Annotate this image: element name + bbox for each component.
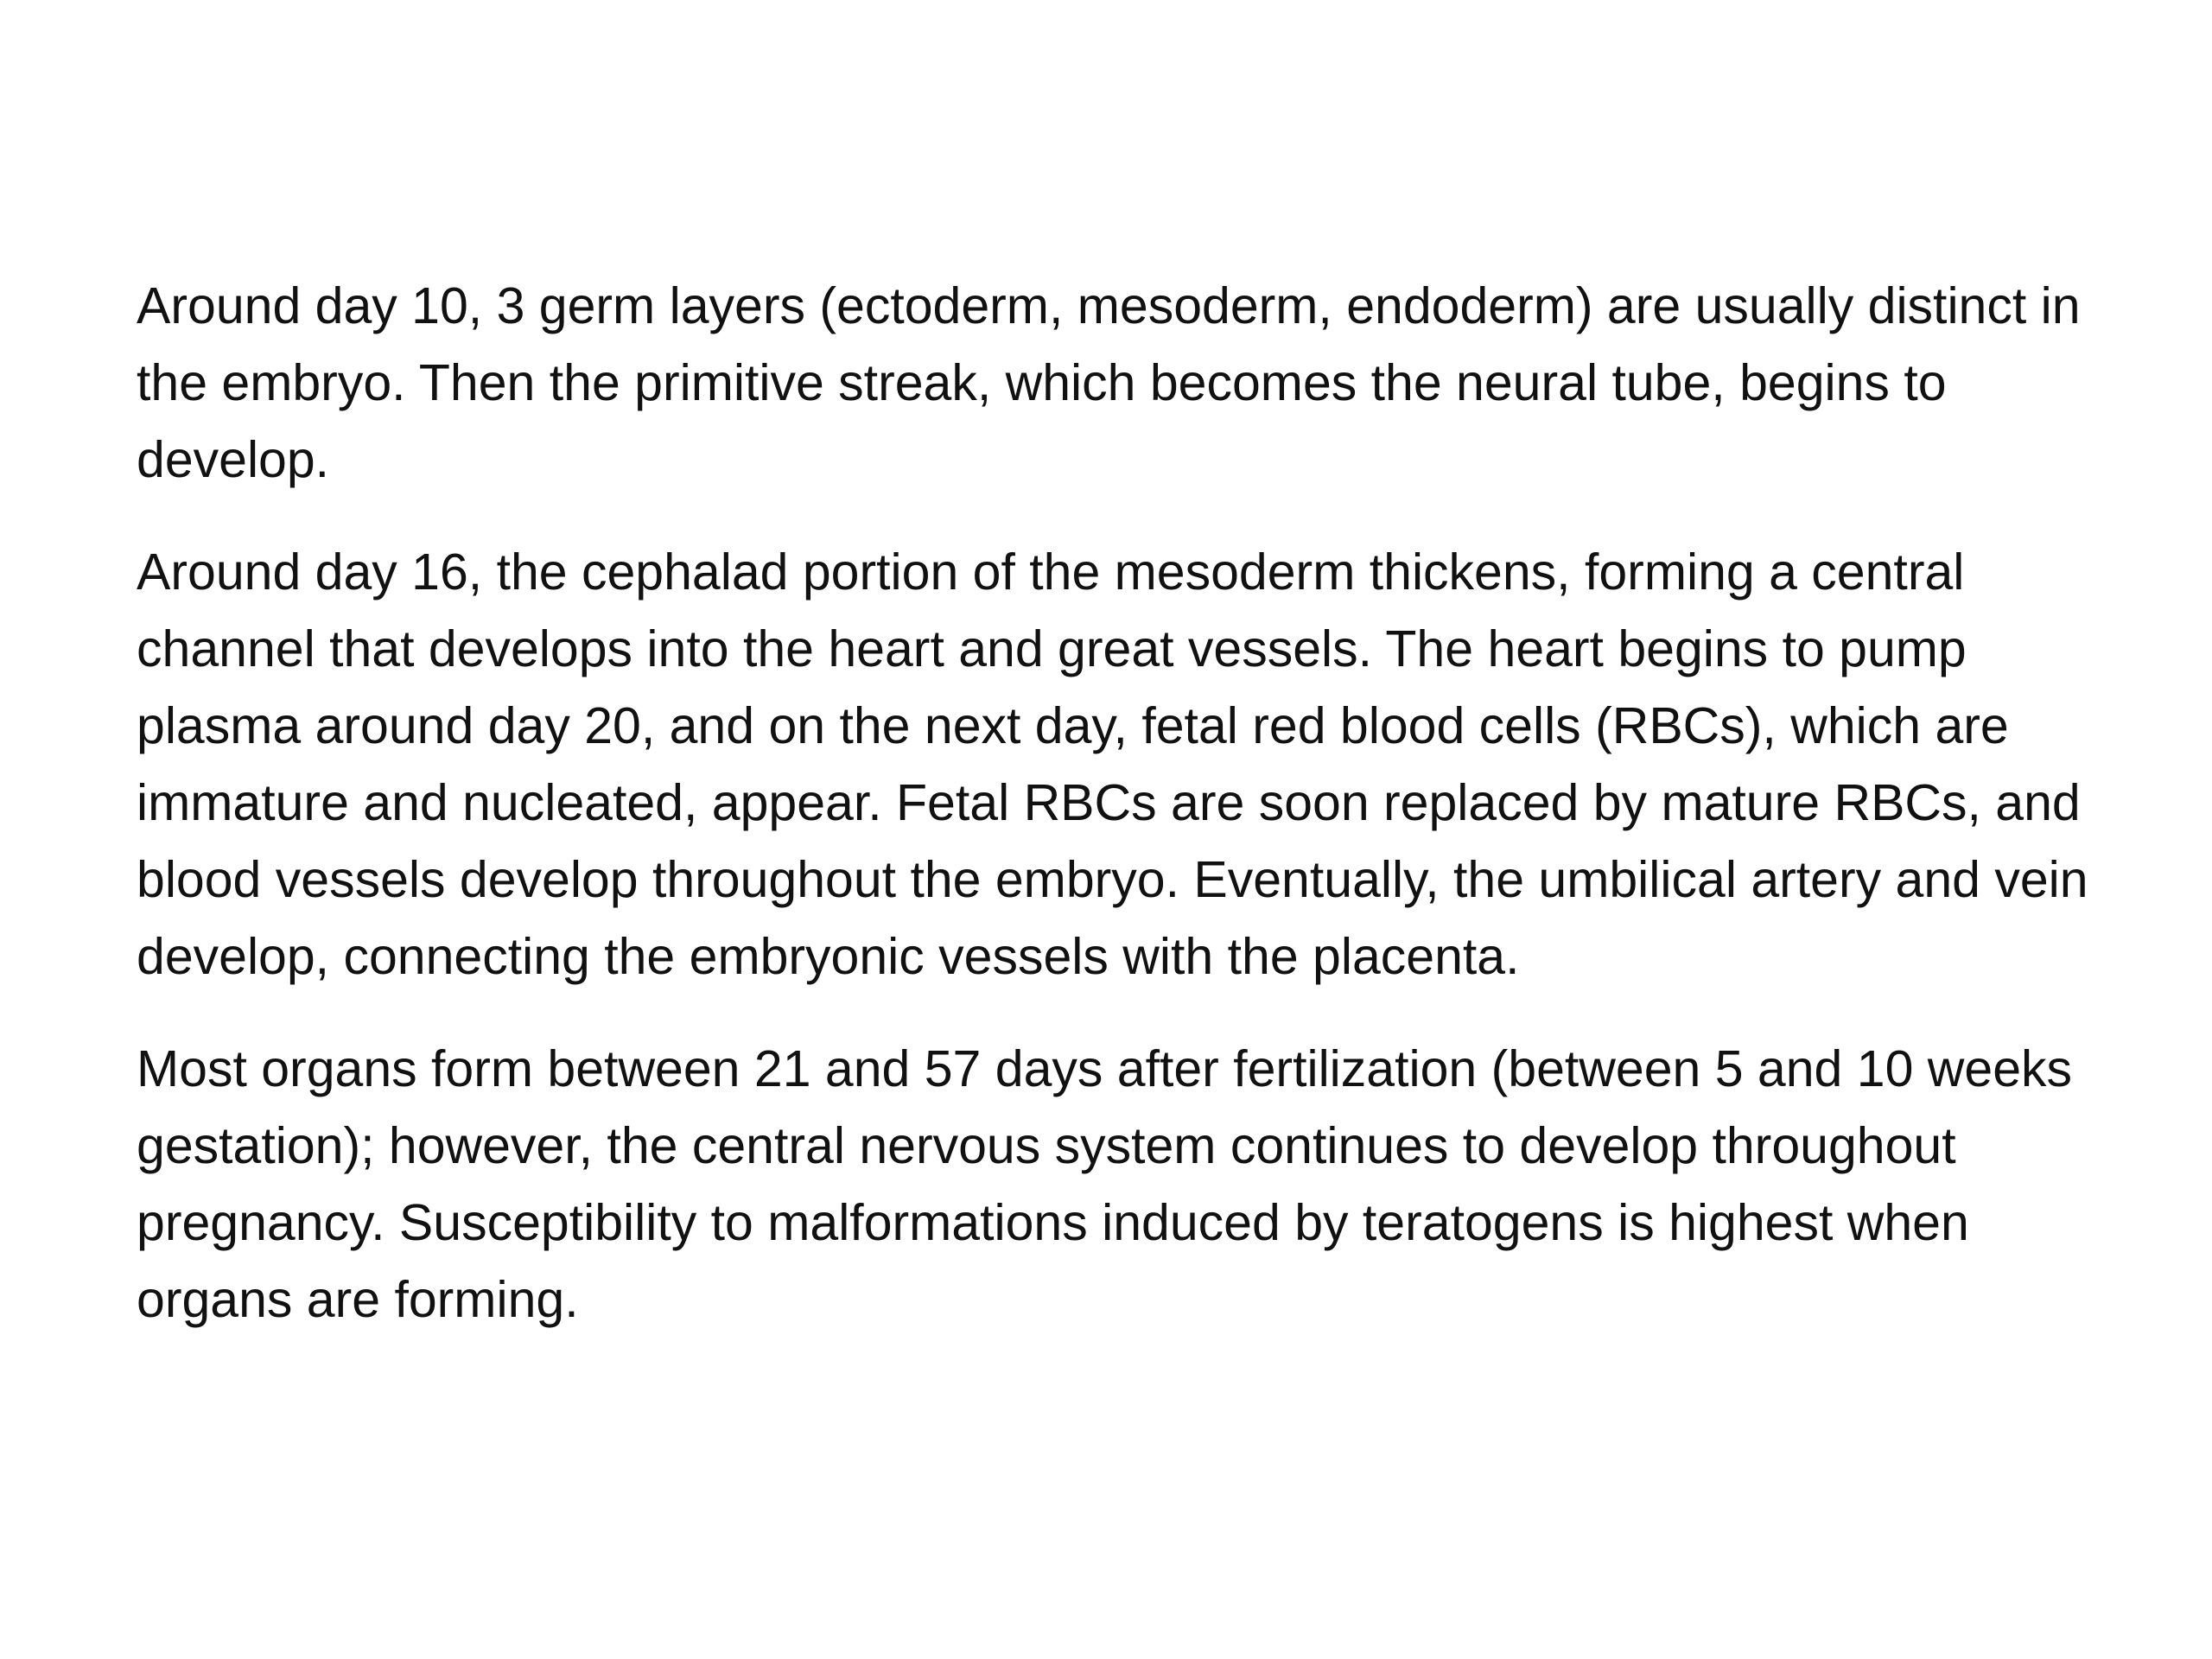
paragraph-heart-vessels: Around day 16, the cephalad portion of the mesoderm thickens, forming a central channel that develops into the heart and great vessels. The heart begins to pump plasma around day 20, and on the next day, fetal red blood cells (RBCs), which are immature and nucleated, appear. Fetal RBCs are soon replaced by mature RBCs, and blood vessels develop throughout the embryo. Eventually, the umbilical artery and vein develop, connecting the embryonic vessels with the placenta.: [137, 543, 2088, 985]
document-body: [137, 268, 2124, 1338]
paragraph-germ-layers: Around day 10, 3 germ layers (ectoderm, mesoderm, endoderm) are usually distinct in the embryo. Then the primitive streak, which becomes the neural tube, begins to develop.: [137, 277, 2081, 488]
paragraph-organ-formation: Most organs form between 21 and 57 days after fertilization (between 5 and 10 weeks gestation); however, the central nervous system continues to develop throughout pregnancy. Susceptibility to malformations induced by teratogens is highest when organs are forming.: [137, 1040, 2073, 1328]
